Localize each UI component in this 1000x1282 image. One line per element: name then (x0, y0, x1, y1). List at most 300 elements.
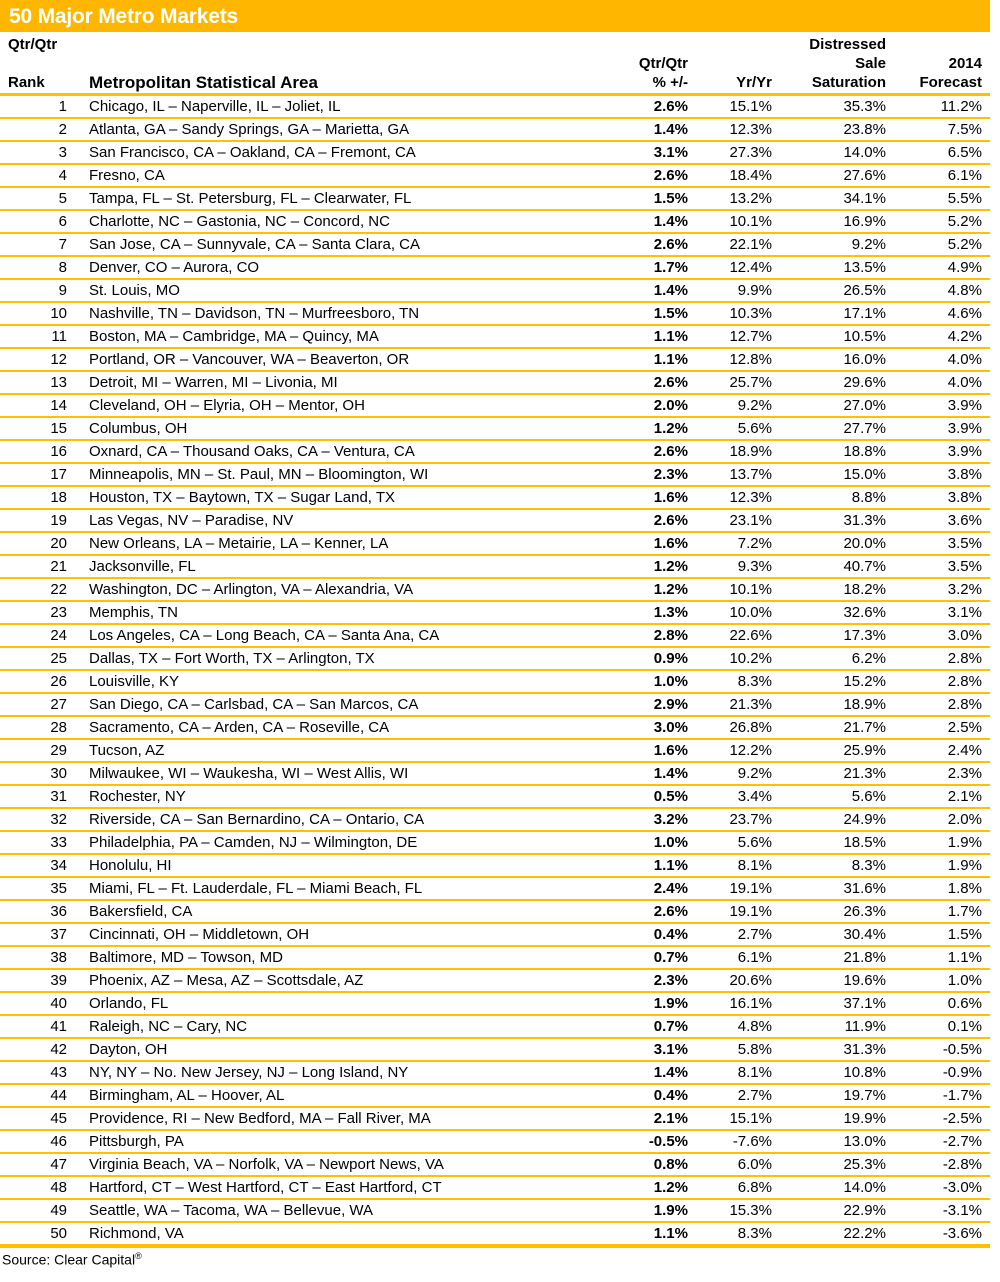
cell-2014-forecast: 3.9% (892, 440, 990, 463)
table-header (0, 36, 990, 95)
cell-yr-yr: 19.1% (694, 877, 778, 900)
cell-rank: 17 (0, 463, 78, 486)
cell-yr-yr: 10.2% (694, 647, 778, 670)
cell-distressed-sale-saturation: 25.9% (778, 739, 892, 762)
cell-qtr-qtr-pct: 0.4% (590, 923, 694, 946)
cell-metro-area: Hartford, CT – West Hartford, CT – East Hartford, CT (78, 1176, 590, 1199)
cell-distressed-sale-saturation: 21.8% (778, 946, 892, 969)
cell-qtr-qtr-pct: 2.6% (590, 440, 694, 463)
cell-yr-yr: 4.8% (694, 1015, 778, 1038)
cell-metro-area: Portland, OR – Vancouver, WA – Beaverton, OR (78, 348, 590, 371)
cell-distressed-sale-saturation: 21.7% (778, 716, 892, 739)
cell-qtr-qtr-pct: 1.2% (590, 417, 694, 440)
cell-yr-yr: 22.1% (694, 233, 778, 256)
cell-distressed-sale-saturation: 10.5% (778, 325, 892, 348)
table-row (0, 854, 990, 877)
cell-metro-area: Washington, DC – Arlington, VA – Alexandria, VA (78, 578, 590, 601)
cell-yr-yr: 18.4% (694, 164, 778, 187)
cell-rank: 29 (0, 739, 78, 762)
cell-2014-forecast: 3.8% (892, 463, 990, 486)
cell-2014-forecast: -3.0% (892, 1176, 990, 1199)
table-row (0, 785, 990, 808)
cell-metro-area: Nashville, TN – Davidson, TN – Murfreesboro, TN (78, 302, 590, 325)
table-row (0, 371, 990, 394)
cell-qtr-qtr-pct: 1.0% (590, 831, 694, 854)
header-msa-spacer2 (78, 55, 590, 74)
cell-qtr-qtr-pct: 2.6% (590, 233, 694, 256)
cell-metro-area: Houston, TX – Baytown, TX – Sugar Land, TX (78, 486, 590, 509)
table-row (0, 831, 990, 854)
cell-2014-forecast: 2.5% (892, 716, 990, 739)
header-forecast-spacer (892, 36, 990, 55)
cell-rank: 42 (0, 1038, 78, 1061)
cell-rank: 14 (0, 394, 78, 417)
cell-rank: 30 (0, 762, 78, 785)
cell-rank: 27 (0, 693, 78, 716)
cell-distressed-sale-saturation: 27.6% (778, 164, 892, 187)
header-qq-line2: % +/- (590, 74, 694, 95)
cell-2014-forecast: -2.5% (892, 1107, 990, 1130)
table-row (0, 716, 990, 739)
table-row (0, 670, 990, 693)
cell-distressed-sale-saturation: 14.0% (778, 1176, 892, 1199)
cell-metro-area: Memphis, TN (78, 601, 590, 624)
cell-yr-yr: 2.7% (694, 923, 778, 946)
table-row (0, 1153, 990, 1176)
cell-rank: 49 (0, 1199, 78, 1222)
cell-yr-yr: 10.0% (694, 601, 778, 624)
header-row-top (0, 36, 990, 55)
source-note (0, 1251, 1000, 1268)
cell-distressed-sale-saturation: 21.3% (778, 762, 892, 785)
cell-metro-area: Louisville, KY (78, 670, 590, 693)
cell-2014-forecast: 4.2% (892, 325, 990, 348)
table-row (0, 486, 990, 509)
cell-yr-yr: -7.6% (694, 1130, 778, 1153)
cell-2014-forecast: 2.1% (892, 785, 990, 808)
cell-distressed-sale-saturation: 19.9% (778, 1107, 892, 1130)
cell-yr-yr: 8.3% (694, 670, 778, 693)
cell-metro-area: Dayton, OH (78, 1038, 590, 1061)
cell-distressed-sale-saturation: 18.8% (778, 440, 892, 463)
table-row (0, 440, 990, 463)
cell-rank: 40 (0, 992, 78, 1015)
cell-qtr-qtr-pct: 2.3% (590, 969, 694, 992)
cell-qtr-qtr-pct: 1.2% (590, 555, 694, 578)
cell-rank: 48 (0, 1176, 78, 1199)
cell-yr-yr: 2.7% (694, 1084, 778, 1107)
cell-metro-area: Minneapolis, MN – St. Paul, MN – Bloomington, WI (78, 463, 590, 486)
cell-qtr-qtr-pct: 1.3% (590, 601, 694, 624)
cell-qtr-qtr-pct: 0.7% (590, 946, 694, 969)
cell-yr-yr: 8.1% (694, 854, 778, 877)
cell-distressed-sale-saturation: 27.0% (778, 394, 892, 417)
table-row (0, 808, 990, 831)
cell-distressed-sale-saturation: 34.1% (778, 187, 892, 210)
cell-yr-yr: 27.3% (694, 141, 778, 164)
cell-distressed-sale-saturation: 16.0% (778, 348, 892, 371)
cell-rank: 25 (0, 647, 78, 670)
cell-distressed-sale-saturation: 14.0% (778, 141, 892, 164)
cell-distressed-sale-saturation: 17.3% (778, 624, 892, 647)
cell-qtr-qtr-pct: 2.4% (590, 877, 694, 900)
cell-2014-forecast: 7.5% (892, 118, 990, 141)
cell-rank: 11 (0, 325, 78, 348)
cell-qtr-qtr-pct: 0.9% (590, 647, 694, 670)
cell-yr-yr: 8.3% (694, 1222, 778, 1246)
table-row (0, 1061, 990, 1084)
table-row (0, 164, 990, 187)
table-row (0, 877, 990, 900)
header-distressed-line2: Sale (855, 55, 886, 72)
cell-yr-yr: 9.9% (694, 279, 778, 302)
cell-distressed-sale-saturation: 35.3% (778, 95, 892, 119)
cell-2014-forecast: 11.2% (892, 95, 990, 119)
registered-mark-icon: ® (135, 1251, 142, 1261)
header-rank-spacer2 (0, 55, 78, 74)
cell-distressed-sale-saturation: 5.6% (778, 785, 892, 808)
cell-qtr-qtr-pct: 2.6% (590, 95, 694, 119)
table-row (0, 946, 990, 969)
cell-qtr-qtr-pct: 1.1% (590, 854, 694, 877)
cell-metro-area: Columbus, OH (78, 417, 590, 440)
cell-2014-forecast: 6.5% (892, 141, 990, 164)
table-row (0, 992, 990, 1015)
table-body (0, 95, 990, 1247)
cell-yr-yr: 12.2% (694, 739, 778, 762)
cell-yr-yr: 16.1% (694, 992, 778, 1015)
cell-qtr-qtr-pct: 1.4% (590, 210, 694, 233)
cell-2014-forecast: 1.0% (892, 969, 990, 992)
cell-yr-yr: 23.7% (694, 808, 778, 831)
table-row (0, 118, 990, 141)
cell-distressed-sale-saturation: 30.4% (778, 923, 892, 946)
table-row (0, 578, 990, 601)
cell-yr-yr: 10.3% (694, 302, 778, 325)
cell-rank: 16 (0, 440, 78, 463)
table-row (0, 601, 990, 624)
cell-yr-yr: 19.1% (694, 900, 778, 923)
cell-distressed-sale-saturation: 27.7% (778, 417, 892, 440)
cell-distressed-sale-saturation: 15.2% (778, 670, 892, 693)
cell-metro-area: San Francisco, CA – Oakland, CA – Fremont, CA (78, 141, 590, 164)
cell-yr-yr: 13.7% (694, 463, 778, 486)
cell-distressed-sale-saturation: 18.9% (778, 693, 892, 716)
header-row-bottom (0, 74, 990, 95)
cell-rank: 44 (0, 1084, 78, 1107)
table-row (0, 923, 990, 946)
table-row (0, 141, 990, 164)
cell-rank: 50 (0, 1222, 78, 1246)
cell-distressed-sale-saturation: 18.5% (778, 831, 892, 854)
cell-2014-forecast: 4.8% (892, 279, 990, 302)
table-row (0, 302, 990, 325)
cell-qtr-qtr-pct: 0.5% (590, 785, 694, 808)
cell-qtr-qtr-pct: 2.9% (590, 693, 694, 716)
cell-rank: 37 (0, 923, 78, 946)
table-row (0, 1107, 990, 1130)
cell-qtr-qtr-pct: 3.1% (590, 1038, 694, 1061)
cell-metro-area: Richmond, VA (78, 1222, 590, 1246)
table-row (0, 417, 990, 440)
header-row-middle (0, 55, 990, 74)
cell-metro-area: Denver, CO – Aurora, CO (78, 256, 590, 279)
table-row (0, 1130, 990, 1153)
cell-rank: 32 (0, 808, 78, 831)
cell-2014-forecast: 3.0% (892, 624, 990, 647)
header-rank-line1: Qtr/Qtr (8, 36, 58, 53)
cell-2014-forecast: 2.0% (892, 808, 990, 831)
cell-distressed-sale-saturation: 8.3% (778, 854, 892, 877)
table-row (0, 348, 990, 371)
cell-rank: 19 (0, 509, 78, 532)
table-row (0, 233, 990, 256)
cell-distressed-sale-saturation: 8.8% (778, 486, 892, 509)
cell-metro-area: Raleigh, NC – Cary, NC (78, 1015, 590, 1038)
cell-yr-yr: 20.6% (694, 969, 778, 992)
cell-distressed-sale-saturation: 19.6% (778, 969, 892, 992)
cell-2014-forecast: 1.5% (892, 923, 990, 946)
cell-yr-yr: 8.1% (694, 1061, 778, 1084)
cell-2014-forecast: 4.6% (892, 302, 990, 325)
cell-qtr-qtr-pct: 1.9% (590, 1199, 694, 1222)
cell-metro-area: Milwaukee, WI – Waukesha, WI – West Allis, WI (78, 762, 590, 785)
cell-rank: 10 (0, 302, 78, 325)
cell-yr-yr: 6.0% (694, 1153, 778, 1176)
cell-metro-area: Baltimore, MD – Towson, MD (78, 946, 590, 969)
table-row (0, 1176, 990, 1199)
cell-yr-yr: 5.6% (694, 831, 778, 854)
cell-metro-area: New Orleans, LA – Metairie, LA – Kenner, LA (78, 532, 590, 555)
cell-distressed-sale-saturation: 6.2% (778, 647, 892, 670)
cell-metro-area: Atlanta, GA – Sandy Springs, GA – Marietta, GA (78, 118, 590, 141)
cell-qtr-qtr-pct: 2.8% (590, 624, 694, 647)
cell-yr-yr: 3.4% (694, 785, 778, 808)
cell-rank: 8 (0, 256, 78, 279)
cell-2014-forecast: 5.5% (892, 187, 990, 210)
cell-qtr-qtr-pct: 1.4% (590, 118, 694, 141)
header-yr-spacer2 (694, 55, 778, 74)
cell-distressed-sale-saturation: 13.0% (778, 1130, 892, 1153)
header-distressed-line3: Saturation (778, 74, 892, 95)
table-row (0, 509, 990, 532)
cell-rank: 9 (0, 279, 78, 302)
cell-2014-forecast: 1.7% (892, 900, 990, 923)
cell-2014-forecast: 3.9% (892, 417, 990, 440)
cell-distressed-sale-saturation: 31.3% (778, 1038, 892, 1061)
cell-qtr-qtr-pct: 2.6% (590, 371, 694, 394)
cell-distressed-sale-saturation: 31.3% (778, 509, 892, 532)
cell-distressed-sale-saturation: 18.2% (778, 578, 892, 601)
cell-yr-yr: 10.1% (694, 578, 778, 601)
header-forecast-line2: Forecast (892, 74, 990, 95)
cell-rank: 4 (0, 164, 78, 187)
cell-2014-forecast: -2.7% (892, 1130, 990, 1153)
cell-yr-yr: 25.7% (694, 371, 778, 394)
cell-2014-forecast: 0.1% (892, 1015, 990, 1038)
cell-2014-forecast: 2.3% (892, 762, 990, 785)
header-distressed-line1: Distressed (809, 36, 886, 53)
cell-2014-forecast: 1.8% (892, 877, 990, 900)
cell-qtr-qtr-pct: 2.6% (590, 900, 694, 923)
cell-rank: 3 (0, 141, 78, 164)
cell-rank: 46 (0, 1130, 78, 1153)
cell-2014-forecast: 4.0% (892, 348, 990, 371)
cell-qtr-qtr-pct: 0.7% (590, 1015, 694, 1038)
cell-qtr-qtr-pct: 1.4% (590, 1061, 694, 1084)
cell-2014-forecast: 3.5% (892, 532, 990, 555)
cell-metro-area: Riverside, CA – San Bernardino, CA – Ontario, CA (78, 808, 590, 831)
cell-qtr-qtr-pct: 1.0% (590, 670, 694, 693)
cell-2014-forecast: 1.1% (892, 946, 990, 969)
page-title: 50 Major Metro Markets (9, 4, 239, 28)
cell-qtr-qtr-pct: 1.9% (590, 992, 694, 1015)
cell-rank: 39 (0, 969, 78, 992)
cell-metro-area: Pittsburgh, PA (78, 1130, 590, 1153)
cell-metro-area: Tampa, FL – St. Petersburg, FL – Clearwater, FL (78, 187, 590, 210)
cell-rank: 21 (0, 555, 78, 578)
table-row (0, 1199, 990, 1222)
cell-qtr-qtr-pct: 1.2% (590, 578, 694, 601)
cell-rank: 7 (0, 233, 78, 256)
cell-2014-forecast: 3.2% (892, 578, 990, 601)
header-yr-spacer (694, 36, 778, 55)
cell-metro-area: Charlotte, NC – Gastonia, NC – Concord, NC (78, 210, 590, 233)
header-msa-spacer (78, 36, 590, 55)
cell-qtr-qtr-pct: 1.4% (590, 762, 694, 785)
cell-distressed-sale-saturation: 32.6% (778, 601, 892, 624)
cell-distressed-sale-saturation: 40.7% (778, 555, 892, 578)
cell-rank: 34 (0, 854, 78, 877)
table-row (0, 210, 990, 233)
table-row (0, 555, 990, 578)
cell-distressed-sale-saturation: 31.6% (778, 877, 892, 900)
cell-metro-area: Cincinnati, OH – Middletown, OH (78, 923, 590, 946)
cell-yr-yr: 26.8% (694, 716, 778, 739)
table-row (0, 325, 990, 348)
cell-rank: 22 (0, 578, 78, 601)
cell-metro-area: Providence, RI – New Bedford, MA – Fall River, MA (78, 1107, 590, 1130)
table-row (0, 187, 990, 210)
cell-rank: 5 (0, 187, 78, 210)
cell-2014-forecast: 3.5% (892, 555, 990, 578)
cell-yr-yr: 12.3% (694, 486, 778, 509)
cell-qtr-qtr-pct: 1.1% (590, 348, 694, 371)
cell-metro-area: Orlando, FL (78, 992, 590, 1015)
cell-metro-area: Dallas, TX – Fort Worth, TX – Arlington, TX (78, 647, 590, 670)
cell-metro-area: St. Louis, MO (78, 279, 590, 302)
table-row (0, 1015, 990, 1038)
cell-qtr-qtr-pct: 1.1% (590, 325, 694, 348)
cell-distressed-sale-saturation: 11.9% (778, 1015, 892, 1038)
cell-rank: 20 (0, 532, 78, 555)
table-row (0, 95, 990, 119)
cell-metro-area: Oxnard, CA – Thousand Oaks, CA – Ventura, CA (78, 440, 590, 463)
cell-2014-forecast: 2.4% (892, 739, 990, 762)
cell-yr-yr: 15.3% (694, 1199, 778, 1222)
table-row (0, 762, 990, 785)
cell-metro-area: Los Angeles, CA – Long Beach, CA – Santa Ana, CA (78, 624, 590, 647)
cell-rank: 13 (0, 371, 78, 394)
cell-qtr-qtr-pct: 1.4% (590, 279, 694, 302)
cell-yr-yr: 21.3% (694, 693, 778, 716)
cell-distressed-sale-saturation: 9.2% (778, 233, 892, 256)
cell-yr-yr: 12.3% (694, 118, 778, 141)
cell-rank: 38 (0, 946, 78, 969)
cell-distressed-sale-saturation: 26.5% (778, 279, 892, 302)
header-yr: Yr/Yr (694, 74, 778, 95)
table-row (0, 693, 990, 716)
cell-distressed-sale-saturation: 37.1% (778, 992, 892, 1015)
cell-2014-forecast: -2.8% (892, 1153, 990, 1176)
cell-distressed-sale-saturation: 19.7% (778, 1084, 892, 1107)
cell-metro-area: Detroit, MI – Warren, MI – Livonia, MI (78, 371, 590, 394)
cell-yr-yr: 7.2% (694, 532, 778, 555)
metro-markets-table (0, 36, 990, 1248)
cell-2014-forecast: 4.0% (892, 371, 990, 394)
cell-yr-yr: 22.6% (694, 624, 778, 647)
cell-2014-forecast: 5.2% (892, 210, 990, 233)
header-qq-line1: Qtr/Qtr (638, 55, 688, 72)
cell-2014-forecast: 2.8% (892, 647, 990, 670)
cell-distressed-sale-saturation: 26.3% (778, 900, 892, 923)
cell-qtr-qtr-pct: 0.8% (590, 1153, 694, 1176)
cell-distressed-sale-saturation: 22.2% (778, 1222, 892, 1246)
cell-2014-forecast: -3.6% (892, 1222, 990, 1246)
cell-yr-yr: 10.1% (694, 210, 778, 233)
cell-yr-yr: 12.4% (694, 256, 778, 279)
cell-metro-area: Seattle, WA – Tacoma, WA – Bellevue, WA (78, 1199, 590, 1222)
cell-qtr-qtr-pct: 2.1% (590, 1107, 694, 1130)
cell-qtr-qtr-pct: 3.0% (590, 716, 694, 739)
cell-rank: 6 (0, 210, 78, 233)
cell-metro-area: Phoenix, AZ – Mesa, AZ – Scottsdale, AZ (78, 969, 590, 992)
cell-2014-forecast: 1.9% (892, 854, 990, 877)
cell-qtr-qtr-pct: 2.6% (590, 509, 694, 532)
header-rank-line2: Rank (0, 74, 78, 95)
cell-metro-area: San Jose, CA – Sunnyvale, CA – Santa Clara, CA (78, 233, 590, 256)
table-row (0, 1084, 990, 1107)
cell-rank: 35 (0, 877, 78, 900)
cell-2014-forecast: 0.6% (892, 992, 990, 1015)
cell-rank: 26 (0, 670, 78, 693)
cell-qtr-qtr-pct: -0.5% (590, 1130, 694, 1153)
cell-metro-area: Philadelphia, PA – Camden, NJ – Wilmington, DE (78, 831, 590, 854)
cell-qtr-qtr-pct: 1.6% (590, 739, 694, 762)
cell-qtr-qtr-pct: 2.0% (590, 394, 694, 417)
cell-rank: 47 (0, 1153, 78, 1176)
cell-qtr-qtr-pct: 1.6% (590, 532, 694, 555)
cell-2014-forecast: 3.9% (892, 394, 990, 417)
table-row (0, 900, 990, 923)
cell-distressed-sale-saturation: 13.5% (778, 256, 892, 279)
cell-2014-forecast: -0.5% (892, 1038, 990, 1061)
cell-qtr-qtr-pct: 1.7% (590, 256, 694, 279)
cell-2014-forecast: 2.8% (892, 693, 990, 716)
cell-yr-yr: 15.1% (694, 1107, 778, 1130)
cell-rank: 15 (0, 417, 78, 440)
cell-qtr-qtr-pct: 3.2% (590, 808, 694, 831)
cell-metro-area: Birmingham, AL – Hoover, AL (78, 1084, 590, 1107)
cell-yr-yr: 18.9% (694, 440, 778, 463)
cell-metro-area: Honolulu, HI (78, 854, 590, 877)
cell-yr-yr: 9.3% (694, 555, 778, 578)
cell-yr-yr: 6.1% (694, 946, 778, 969)
cell-distressed-sale-saturation: 23.8% (778, 118, 892, 141)
cell-2014-forecast: 5.2% (892, 233, 990, 256)
cell-qtr-qtr-pct: 1.6% (590, 486, 694, 509)
cell-2014-forecast: 3.6% (892, 509, 990, 532)
